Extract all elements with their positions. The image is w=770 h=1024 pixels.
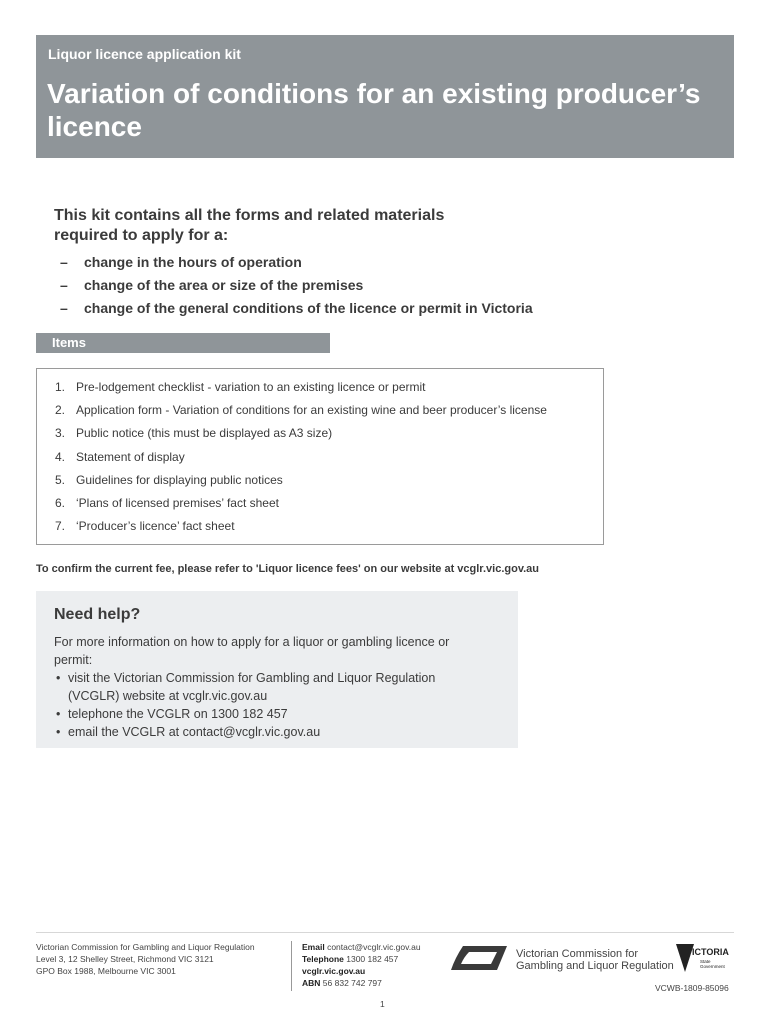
footer-email[interactable]: contact@vcglr.vic.gov.au	[327, 942, 421, 952]
items-heading: Items	[36, 333, 330, 353]
footer-divider	[36, 932, 734, 933]
intro-line-1: This kit contains all the forms and related materials	[54, 207, 445, 224]
header-banner	[36, 35, 734, 158]
help-heading: Need help?	[54, 606, 141, 623]
list-item: 3. Public notice (this must be displayed as A3 size)	[55, 426, 333, 441]
items-list	[55, 379, 547, 541]
vcglr-logo-icon	[449, 944, 509, 972]
list-item: • email the VCGLR at contact@vcglr.vic.gov.au	[54, 723, 504, 741]
kit-label: Liquor licence application kit	[48, 46, 241, 62]
help-panel	[36, 591, 518, 748]
list-item: 7. ‘Producer’s licence’ fact sheet	[55, 519, 235, 534]
footer-address: Victorian Commission for Gambling and Liquor Regulation Level 3, 12 Shelley Street, Richmond VIC 3121 GPO Box 1988, Melbourne VIC 3001	[36, 942, 255, 976]
list-item: 6. ‘Plans of licensed premises’ fact sheet	[55, 495, 279, 510]
list-item: • visit the Victorian Commission for Gambling and Liquor Regulation (VCGLR) website at vcglr.vic.gov.au	[54, 669, 504, 705]
footer-vertical-divider	[291, 941, 292, 991]
svg-text:Government: Government	[700, 964, 725, 969]
list-item: 1. Pre-lodgement checklist - variation to an existing licence or permit	[55, 380, 426, 394]
list-item: 5. Guidelines for displaying public notices	[55, 472, 283, 487]
victoria-state-logo-icon	[676, 942, 734, 976]
fee-note: To confirm the current fee, please refer to 'Liquor licence fees' on our website at vcglr.vic.gov.au	[36, 563, 540, 575]
svg-text:VICTORIA: VICTORIA	[686, 947, 729, 957]
vcglr-logo-text: Victorian Commission for Gambling and Liquor Regulation	[516, 948, 674, 972]
items-box	[36, 368, 604, 545]
help-body: For more information on how to apply for a liquor or gambling licence or permit: • visit the Victorian Commission for Gambling and Liquor Regulation (VCGLR) website at vcglr.vic.gov.au • telephone the VCGLR on 1300 182 457 • email the VCGLR at contact@vcglr.vic.gov.au	[54, 633, 504, 741]
page-title: Variation of conditions for an existing producer’s licence	[47, 78, 701, 142]
footer-abn: 56 832 742 797	[322, 978, 382, 988]
svg-text:State: State	[700, 959, 711, 964]
footer-website[interactable]: vcglr.vic.gov.au	[302, 966, 366, 976]
page-number: 1	[380, 999, 385, 1009]
application-types-list	[60, 253, 533, 322]
list-item: – change of the general conditions of the licence or permit in Victoria	[60, 300, 533, 316]
list-item: – change of the area or size of the premises	[60, 277, 364, 293]
list-item: • telephone the VCGLR on 1300 182 457	[54, 705, 504, 723]
intro-line-2: required to apply for a:	[54, 227, 229, 244]
intro-text	[54, 206, 444, 246]
list-item: 4. Statement of display	[55, 449, 185, 464]
list-item: – change in the hours of operation	[60, 254, 302, 270]
list-item: 2. Application form - Variation of conditions for an existing wine and beer producer’s license	[55, 403, 547, 418]
footer-contact: Email contact@vcglr.vic.gov.au Telephone 1300 182 457 vcglr.vic.gov.au ABN 56 832 742 797	[302, 942, 421, 988]
document-reference: VCWB-1809-85096	[655, 983, 729, 993]
help-list	[54, 669, 504, 741]
footer-phone: 1300 182 457	[346, 954, 399, 964]
